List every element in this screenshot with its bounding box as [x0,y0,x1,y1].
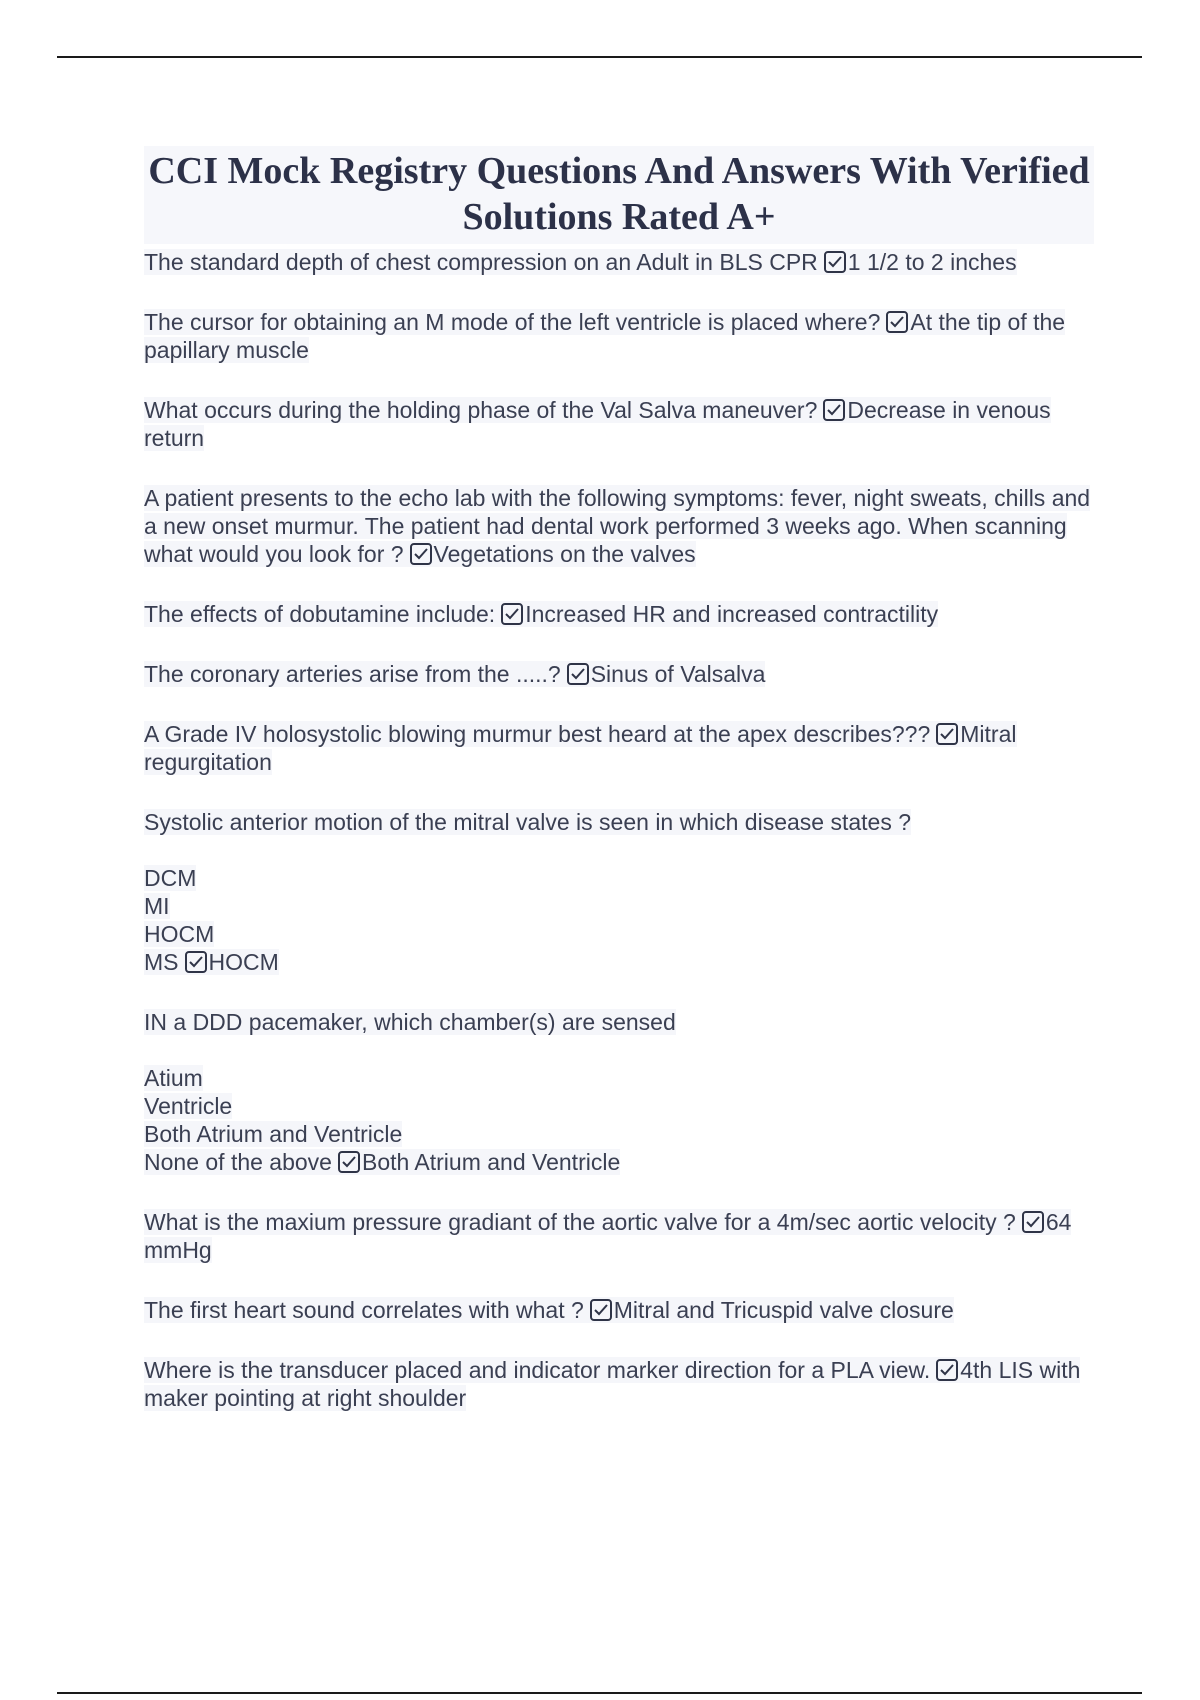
answer-text: Vegetations on the valves [433,541,696,567]
qa-item [144,484,1094,568]
document-body [144,146,1094,1412]
option-text: DCM [144,865,197,891]
checkbox-checked-icon [410,543,432,565]
answer-text: Sinus of Valsalva [590,661,766,687]
option-text: MS [144,949,179,975]
checkbox-checked-icon [936,1359,958,1381]
answer-text: Decrease in venous return [144,397,1051,451]
answer-text: 4th LIS with maker pointing at right shoulder [144,1357,1081,1411]
qa-item [144,720,1094,776]
question-text: Where is the transducer placed and indicator marker direction for a PLA view. [144,1357,931,1383]
question-text: IN a DDD pacemaker, which chamber(s) are sensed [144,1009,676,1035]
checkbox-checked-icon [501,603,523,625]
question-text: The first heart sound correlates with what ? [144,1297,584,1323]
option-list [144,1064,1094,1176]
answer-text: HOCM [208,949,279,975]
question-text: The effects of dobutamine include: [144,601,496,627]
question-text: A patient presents to the echo lab with the following symptoms: fever, night sweats, chills and a new onset murmur. The patient had dental work performed 3 weeks ago. When scanning what would you look for ? [144,485,1091,567]
checkbox-checked-icon [338,1151,360,1173]
checkbox-checked-icon [1022,1211,1044,1233]
option-text: MI [144,893,170,919]
qa-item [144,396,1094,452]
question-text: What occurs during the holding phase of the Val Salva maneuver? [144,397,818,423]
question-text: The cursor for obtaining an M mode of the left ventricle is placed where? [144,309,881,335]
qa-item [144,1296,1094,1324]
question-text: Systolic anterior motion of the mitral valve is seen in which disease states ? [144,809,912,835]
footer-rule [57,1692,1142,1694]
question-text: What is the maxium pressure gradiant of the aortic valve for a 4m/sec aortic velocity ? [144,1209,1016,1235]
qa-item [144,248,1094,276]
checkbox-checked-icon [823,399,845,421]
option-text: Both Atrium and Ventricle [144,1121,403,1147]
checkbox-checked-icon [567,663,589,685]
checkbox-checked-icon [936,723,958,745]
qa-item [144,660,1094,688]
qa-item [144,1356,1094,1412]
option-text: Atium [144,1065,203,1091]
answer-text: Both Atrium and Ventricle [361,1149,621,1175]
answer-text: Increased HR and increased contractility [525,601,939,627]
answer-text: Mitral and Tricuspid valve closure [613,1297,954,1323]
qa-item [144,308,1094,364]
answer-text: 1 1/2 to 2 inches [847,249,1017,275]
checkbox-checked-icon [185,951,207,973]
checkbox-checked-icon [590,1299,612,1321]
option-text: HOCM [144,921,215,947]
question-text: A Grade IV holosystolic blowing murmur best heard at the apex describes??? [144,721,931,747]
qa-item [144,1008,1094,1176]
checkbox-checked-icon [824,251,846,273]
qa-item [144,808,1094,976]
option-list [144,864,1094,976]
qa-item [144,600,1094,628]
answer-text: 64 mmHg [144,1209,1072,1263]
document-title: CCI Mock Registry Questions And Answers With Verified Solutions Rated A+ [144,146,1094,244]
question-text: The coronary arteries arise from the .....? [144,661,561,687]
option-text: None of the above [144,1149,332,1175]
checkbox-checked-icon [886,311,908,333]
question-text: The standard depth of chest compression on an Adult in BLS CPR [144,249,818,275]
option-text: Ventricle [144,1093,233,1119]
header-rule [57,56,1142,58]
answer-text: Mitral regurgitation [144,721,1017,775]
answer-text: At the tip of the papillary muscle [144,309,1066,363]
qa-item [144,1208,1094,1264]
